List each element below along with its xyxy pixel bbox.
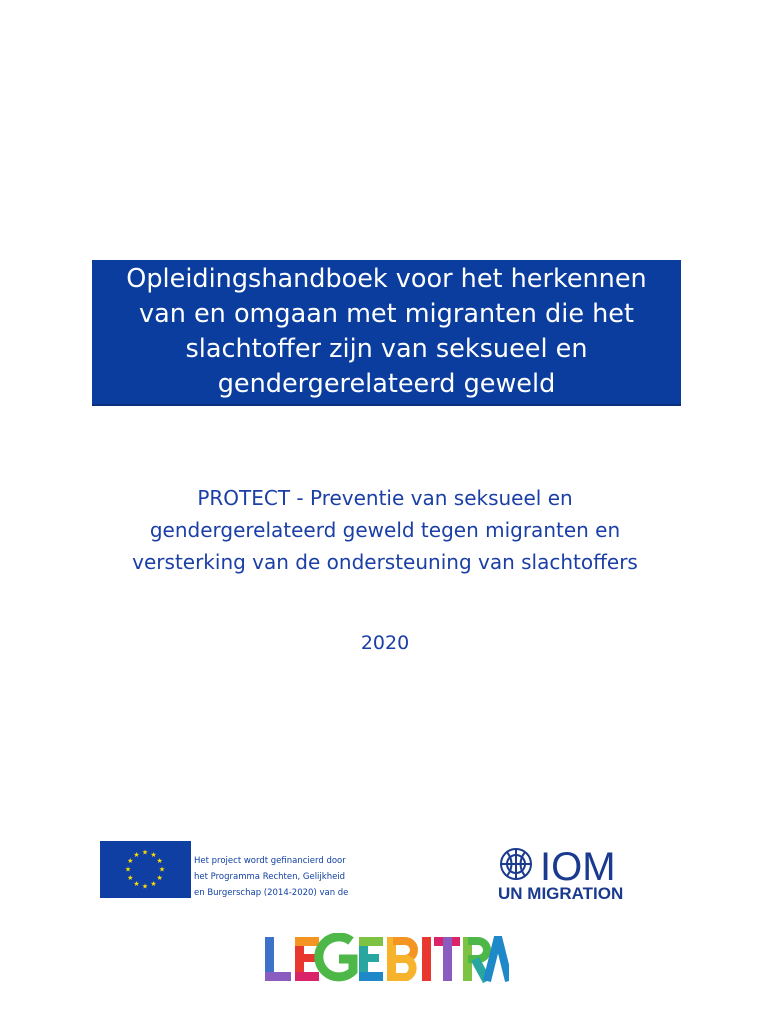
title-line-3: slachtoffer zijn van seksueel en <box>185 334 588 364</box>
subtitle-line-2: gendergerelateerd geweld tegen migranten en <box>149 518 621 542</box>
eu-star-icon: ★ <box>124 865 132 874</box>
eu-star-icon: ★ <box>141 882 149 891</box>
title-line-1: Opleidingshandboek voor het herkennen <box>126 264 647 294</box>
subtitle <box>0 482 770 578</box>
eu-star-icon: ★ <box>133 880 140 889</box>
eu-star-icon: ★ <box>133 850 140 859</box>
eu-star-icon: ★ <box>127 874 134 882</box>
eu-star-icon: ★ <box>150 880 157 889</box>
iom-acronym: IOM <box>540 845 616 889</box>
funding-line-2: het Programma Rechten, Gelijkheid <box>194 872 346 882</box>
title-banner <box>92 260 681 406</box>
eu-star-icon: ★ <box>150 850 157 859</box>
eu-star-icon: ★ <box>156 857 163 865</box>
funding-line-3: en Burgerschap (2014-2020) van de <box>194 888 349 898</box>
funding-line-1: Het project wordt gefinancierd door <box>194 856 346 866</box>
eu-flag-icon <box>100 841 191 898</box>
subtitle-line-1: PROTECT - Preventie van seksueel en <box>197 486 573 510</box>
eu-star-icon: ★ <box>127 857 134 865</box>
legebitra-logo <box>263 933 509 983</box>
eu-star-icon: ★ <box>158 865 166 874</box>
funding-notice <box>194 853 348 901</box>
iom-tagline: UN MIGRATION <box>498 884 624 902</box>
eu-star-icon: ★ <box>141 848 149 857</box>
title-line-2: van en omgaan met migranten die het <box>139 299 634 329</box>
un-emblem-icon <box>501 849 531 879</box>
title-line-4: gendergerelateerd geweld <box>217 369 556 399</box>
subtitle-line-3: versterking van de ondersteuning van slachtoffers <box>132 550 638 574</box>
eu-star-icon: ★ <box>156 874 163 882</box>
publication-year: 2020 <box>360 632 410 654</box>
iom-logo <box>496 842 652 902</box>
